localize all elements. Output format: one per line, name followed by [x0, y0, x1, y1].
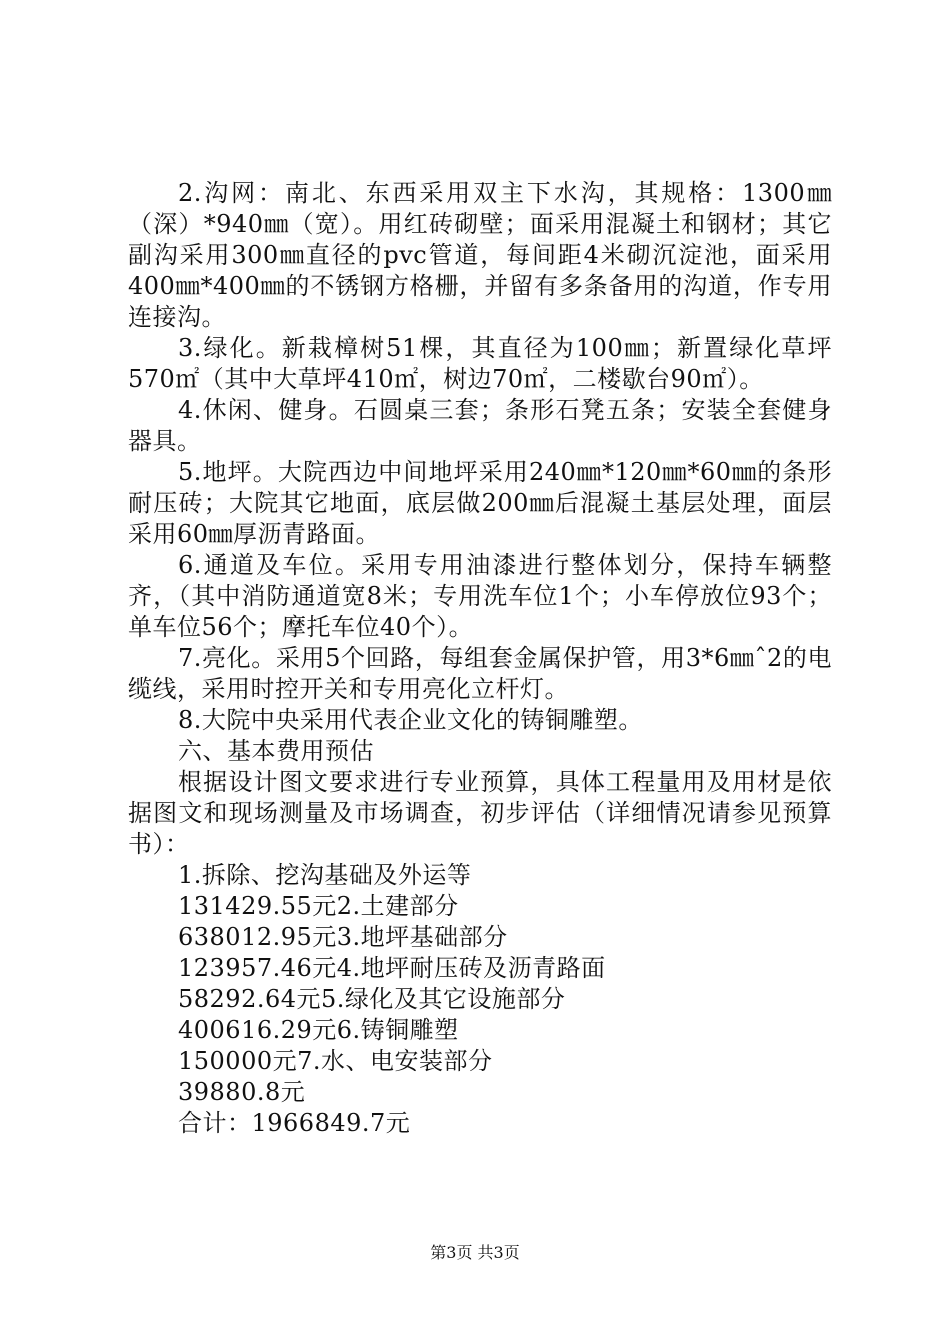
document-body	[128, 178, 832, 1139]
cost-line: 123957.46元4.地坪耐压砖及沥青路面	[178, 954, 606, 982]
cost-line: 131429.55元2.土建部分	[178, 892, 459, 920]
paragraph-greening: 3.绿化。新栽樟树51棵，其直径为100㎜；新置绿化草坪570㎡（其中大草坪410㎡，树边70㎡，二楼歇台90㎡）。	[128, 334, 832, 393]
paragraph-sculpture: 8.大院中央采用代表企业文化的铸铜雕塑。	[178, 706, 643, 734]
cost-line: 39880.8元	[178, 1078, 306, 1106]
cost-line: 1.拆除、挖沟基础及外运等	[178, 861, 472, 889]
cost-line: 150000元7.水、电安装部分	[178, 1047, 493, 1075]
paragraph-drainage: 2.沟网：南北、东西采用双主下水沟，其规格：1300㎜（深）*940㎜（宽）。用红砖砌壁；面采用混凝土和钢材；其它副沟采用300㎜直径的pvc管道，每间距4米砌沉淀池，面采用400㎜*400㎜的不锈钢方格栅，并留有多条备用的沟道，作专用连接沟。	[128, 179, 832, 331]
cost-total: 合计：1966849.7元	[178, 1109, 411, 1137]
paragraph-parking: 6.通道及车位。采用专用油漆进行整体划分，保持车辆整齐，（其中消防通道宽8米；专用洗车位1个；小车停放位93个；单车位56个；摩托车位40个）。	[128, 551, 832, 641]
cost-line: 638012.95元3.地坪基础部分	[178, 923, 508, 951]
section-heading-cost: 六、基本费用预估	[178, 737, 374, 765]
paragraph-cost-intro: 根据设计图文要求进行专业预算，具体工程量用及用材是依据图文和现场测量及市场调查，初步评估（详细情况请参见预算书）：	[128, 768, 832, 858]
cost-line: 58292.64元5.绿化及其它设施部分	[178, 985, 566, 1013]
page-footer: 第3页 共3页	[430, 1243, 520, 1262]
cost-line: 400616.29元6.铸铜雕塑	[178, 1016, 459, 1044]
paragraph-ground: 5.地坪。大院西边中间地坪采用240㎜*120㎜*60㎜的条形耐压砖；大院其它地面，底层做200㎜后混凝土基层处理，面层采用60㎜厚沥青路面。	[128, 458, 832, 548]
paragraph-lighting: 7.亮化。采用5个回路，每组套金属保护管，用3*6㎜ˆ2的电缆线，采用时控开关和专用亮化立杆灯。	[128, 644, 832, 703]
paragraph-leisure: 4.休闲、健身。石圆桌三套；条形石凳五条；安装全套健身器具。	[128, 396, 832, 455]
